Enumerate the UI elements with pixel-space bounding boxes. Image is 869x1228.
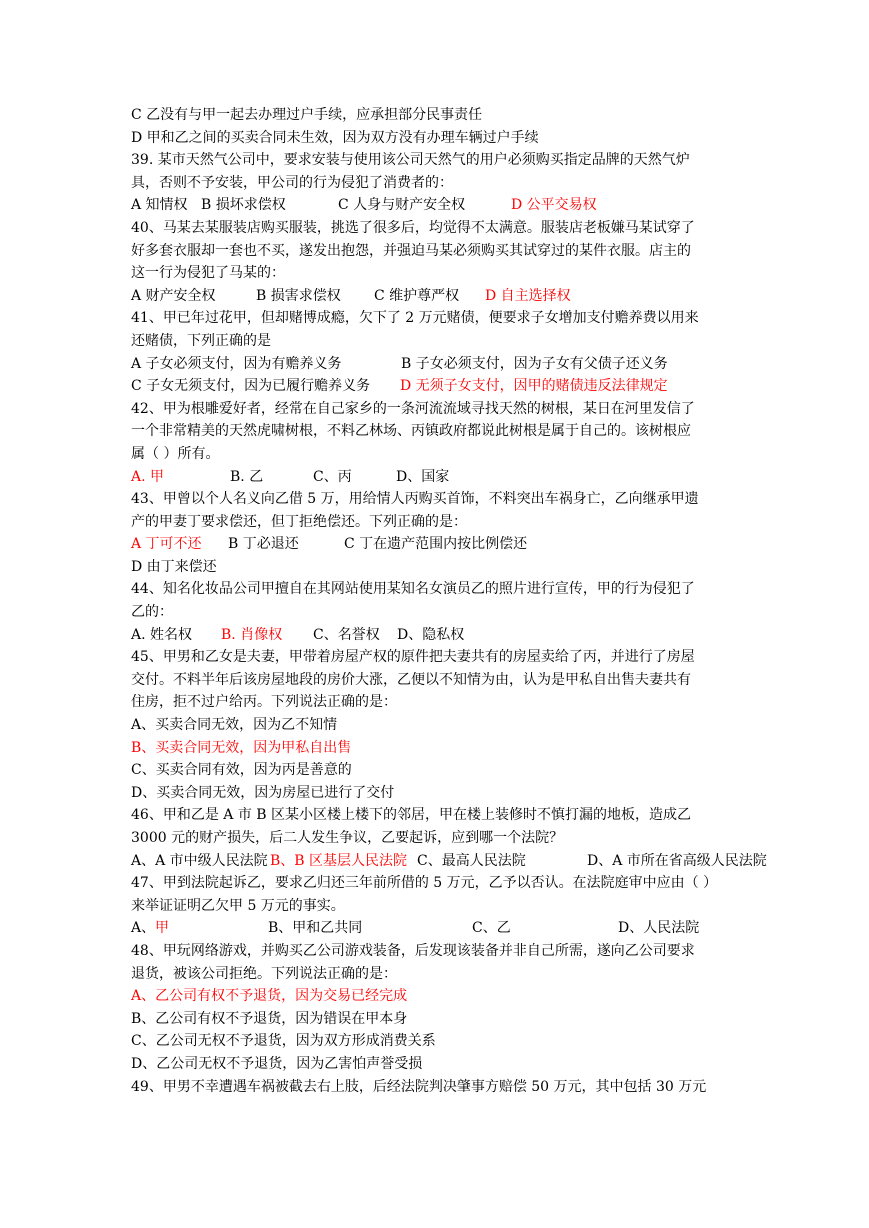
text-line xyxy=(131,917,741,940)
text-line xyxy=(131,601,741,624)
text-span: C、最高人民法院 xyxy=(417,852,526,869)
text-span: C、买卖合同有效，因为丙是善意的 xyxy=(131,762,352,779)
text-span: 41、甲已年过花甲，但却赌博成瘾，欠下了 2 万元赌债，便要求子女增加支付赡养费以用来 xyxy=(131,310,699,327)
text-span: 产的甲妻丁要求偿还，但丁拒绝偿还。下列正确的是： xyxy=(131,513,467,530)
text-span: D、买卖合同无效，因为房屋已进行了交付 xyxy=(131,784,395,801)
text-line xyxy=(131,895,741,918)
text-span: 49、甲男不幸遭遇车祸被截去右上肢，后经法院判决肇事方赔偿 50 万元，其中包括 30 万元 xyxy=(131,1078,707,1095)
answer-text: B、买卖合同无效，因为甲私自出售 xyxy=(131,739,352,756)
text-line xyxy=(131,466,741,489)
answer-text: A 丁可不还 xyxy=(131,536,202,553)
text-span: B 子女必须支付，因为子女有父债子还义务 xyxy=(401,355,668,372)
text-span: 交付。不料半年后该房屋地段的房价大涨，乙便以不知情为由，认为是甲私自出售夫妻共有 xyxy=(131,671,691,688)
answer-text: D 无须子女支付，因甲的赌债违反法律规定 xyxy=(400,378,668,395)
text-span: 48、甲玩网络游戏，并购买乙公司游戏装备，后发现该装备并非自己所需，遂向乙公司要求 xyxy=(131,942,695,959)
text-span: B、甲和乙共同 xyxy=(268,920,363,937)
answer-text: A、乙公司有权不予退货，因为交易已经完成 xyxy=(131,988,408,1005)
text-line xyxy=(131,1076,741,1099)
text-span: 住房，拒不过户给丙。下列说法正确的是： xyxy=(131,694,397,711)
text-line xyxy=(131,285,741,308)
text-span: 44、知名化妆品公司甲擅自在其网站使用某知名女演员乙的照片进行宣传，甲的行为侵犯了 xyxy=(131,581,695,598)
text-line xyxy=(131,240,741,263)
text-span: 40、马某去某服装店购买服装，挑选了很多后，均觉得不太满意。服装店老板嫌马某试穿了 xyxy=(131,219,695,236)
text-line xyxy=(131,759,741,782)
text-line xyxy=(131,533,741,556)
text-span: D、乙公司无权不予退货，因为乙害怕声誉受损 xyxy=(131,1055,423,1072)
text-span: 46、甲和乙是 A 市 B 区某小区楼上楼下的邻居，甲在楼上装修时不慎打漏的地板，造成乙 xyxy=(131,807,692,824)
text-line xyxy=(131,488,741,511)
text-line xyxy=(131,307,741,330)
text-span: C 人身与财产安全权 xyxy=(338,197,466,214)
text-line xyxy=(131,985,741,1008)
text-span: C 维护尊严权 xyxy=(374,287,460,304)
text-line xyxy=(131,353,741,376)
text-span: 退货，被该公司拒绝。下列说法正确的是： xyxy=(131,965,397,982)
text-span: 还赌债，下列正确的是 xyxy=(131,332,271,349)
text-span: D 甲和乙之间的买卖合同未生效，因为双方没有办理车辆过户手续 xyxy=(131,129,539,146)
text-line xyxy=(131,375,741,398)
text-span: B、乙公司有权不予退货，因为错误在甲本身 xyxy=(131,1010,408,1027)
text-line xyxy=(131,782,741,805)
text-line xyxy=(131,963,741,986)
answer-text: A. 甲 xyxy=(131,468,165,485)
text-span: C、乙 xyxy=(472,920,511,937)
text-span: 好多套衣服却一套也不买，遂发出抱怨，并强迫马某必须购买其试穿过的某件衣服。店主的 xyxy=(131,242,691,259)
text-line xyxy=(131,827,741,850)
text-span: C、乙公司无权不予退货，因为双方形成消费关系 xyxy=(131,1033,436,1050)
text-line xyxy=(131,804,741,827)
text-line xyxy=(131,1053,741,1076)
text-span: C 子女无须支付，因为已履行赡养义务 xyxy=(131,378,371,395)
text-line xyxy=(131,691,741,714)
answer-text: B. 肖像权 xyxy=(221,626,283,643)
text-line xyxy=(131,737,741,760)
text-span: 乙的： xyxy=(131,604,173,621)
text-span: 3000 元的财产损失，后二人发生争议，乙要起诉，应到哪一个法院？ xyxy=(131,830,564,846)
text-line xyxy=(131,1008,741,1031)
text-line xyxy=(131,646,741,669)
text-span: 42、甲为根雕爱好者，经常在自己家乡的一条河流流域寻找天然的树根，某日在河里发信了 xyxy=(131,400,695,417)
text-line xyxy=(131,127,741,150)
text-span: D、A 市所在省高级人民法院 xyxy=(587,852,767,869)
text-line xyxy=(131,714,741,737)
text-line xyxy=(131,872,741,895)
text-span: A、买卖合同无效，因为乙不知情 xyxy=(131,717,338,734)
text-span: 45、甲男和乙女是夫妻，甲带着房屋产权的原件把夫妻共有的房屋卖给了丙，并进行了房屋 xyxy=(131,649,695,666)
answer-text: D 自主选择权 xyxy=(485,287,571,304)
text-span: B 损害求偿权 xyxy=(256,287,341,304)
text-span: A 子女必须支付，因为有赡养义务 xyxy=(131,355,342,372)
text-span: 一个非常精美的天然虎啸树根，不料乙林场、丙镇政府都说此树根是属于自己的。该树根应 xyxy=(131,423,691,440)
text-span: C、丙 xyxy=(313,468,352,485)
text-span: 47、甲到法院起诉乙，要求乙归还三年前所借的 5 万元，乙予以否认。在法院庭审中应由（ ） xyxy=(131,875,718,892)
text-span: 这一行为侵犯了马某的： xyxy=(131,265,285,282)
text-span: 来举证证明乙欠甲 5 万元的事实。 xyxy=(131,897,345,914)
text-span: A 财产安全权 xyxy=(131,287,216,304)
text-span: B. 乙 xyxy=(230,468,264,485)
text-line xyxy=(131,262,741,285)
document-page xyxy=(131,104,767,1098)
answer-text: 甲 xyxy=(155,920,169,937)
answer-text: D 公平交易权 xyxy=(511,197,597,214)
text-line xyxy=(131,669,741,692)
text-line xyxy=(131,511,741,534)
text-line xyxy=(131,420,741,443)
text-line xyxy=(131,624,741,647)
text-span: 43、甲曾以个人名义向乙借 5 万，用给情人丙购买首饰，不料突出车祸身亡，乙向继承甲遗 xyxy=(131,491,699,508)
text-span: D 由丁来偿还 xyxy=(131,558,217,575)
text-span: A、 xyxy=(131,920,156,937)
text-line xyxy=(131,217,741,240)
text-line xyxy=(131,940,741,963)
text-line xyxy=(131,104,741,127)
text-span: 属（ ）所有。 xyxy=(131,445,220,462)
text-span: D、国家 xyxy=(396,468,450,485)
text-span: 39. 某市天然气公司中，要求安装与使用该公司天然气的用户必须购买指定品牌的天然气炉 xyxy=(131,152,690,169)
answer-text: B、B 区基层人民法院 xyxy=(270,852,408,869)
text-line xyxy=(131,578,741,601)
text-line xyxy=(131,1030,741,1053)
text-span: C 丁在遗产范围内按比例偿还 xyxy=(344,536,528,553)
text-span: A 知情权 xyxy=(131,197,188,214)
text-span: B 损坏求偿权 xyxy=(201,197,286,214)
text-span: B 丁必退还 xyxy=(228,536,299,553)
text-line xyxy=(131,194,741,217)
text-span: 具，否则不予安装，甲公司的行为侵犯了消费者的： xyxy=(131,174,453,191)
text-line xyxy=(131,850,767,873)
text-line xyxy=(131,556,741,579)
text-span: A、A 市中级人民法院 xyxy=(131,852,268,869)
text-line xyxy=(131,398,741,421)
text-span: A. 姓名权 xyxy=(131,626,193,643)
text-span: C 乙没有与甲一起去办理过户手续，应承担部分民事责任 xyxy=(131,107,483,123)
text-line xyxy=(131,330,741,353)
text-span: D、隐私权 xyxy=(397,626,465,643)
text-line xyxy=(131,443,741,466)
text-line xyxy=(131,172,741,195)
text-line xyxy=(131,149,741,172)
text-span: C、名誉权 xyxy=(313,626,380,643)
text-span: D、人民法院 xyxy=(618,920,700,937)
